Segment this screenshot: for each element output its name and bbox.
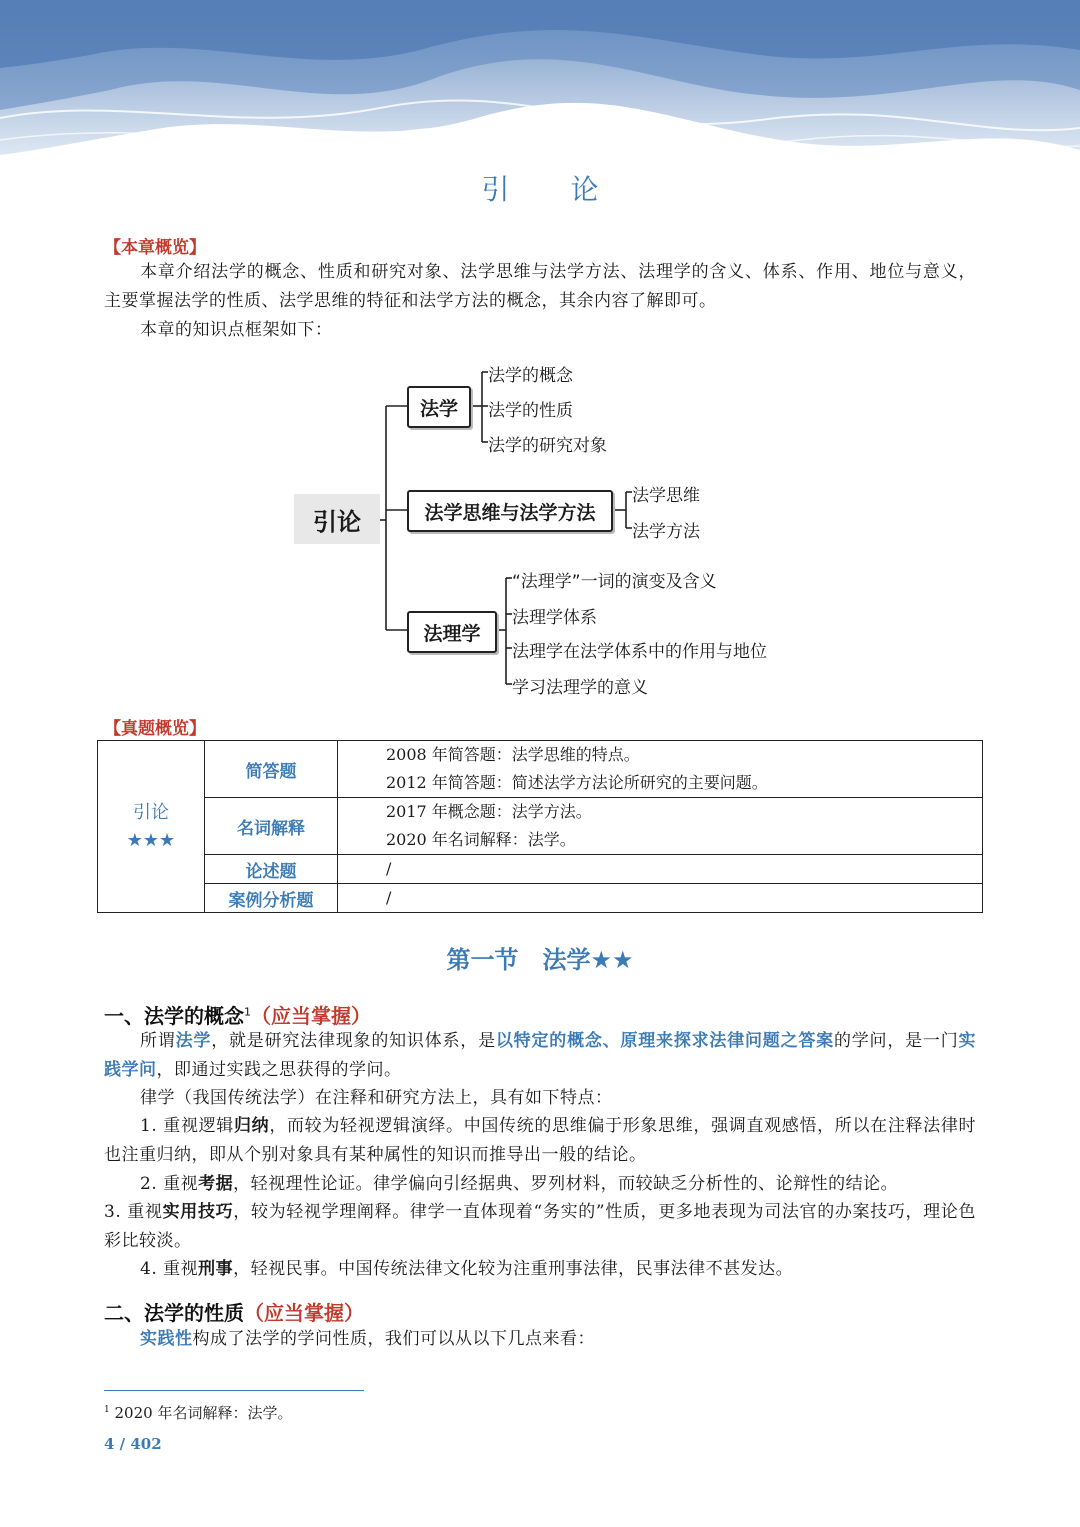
mindmap-leaf: 法学方法 [632, 522, 700, 542]
highlight-term: 法学 [175, 1031, 212, 1051]
footnote-ref: 1 [244, 1005, 251, 1019]
part1-heading [104, 1000, 371, 1029]
chapter-stars: ★★★ [126, 829, 176, 851]
mindmap-leaf: 法学思维 [632, 486, 700, 506]
text-run: 3. 重视 [104, 1202, 163, 1222]
text-run: 1. 重视逻辑 [140, 1116, 234, 1136]
part1-lvxue-paragraph: 律学（我国传统法学）在注释和研究方法上，具有如下特点： [140, 1088, 613, 1108]
part1-heading-text: 一、法学的概念 [104, 1004, 244, 1028]
mindmap-branch-thinking-method: 法学思维与法学方法 [407, 490, 613, 532]
mindmap-leaf: “法理学”一词的演变及含义 [512, 572, 717, 592]
mindmap-leaf: 法理学在法学体系中的作用与地位 [512, 642, 767, 662]
part1-item-2 [104, 1170, 976, 1199]
table-row [98, 798, 983, 855]
bold-term: 考据 [198, 1174, 234, 1194]
chapter-cell [98, 741, 205, 913]
section-title: 第一节 法学★★ [446, 946, 634, 974]
table-row [98, 741, 983, 798]
text-run: 的学问，是一门 [833, 1031, 959, 1051]
text-run: ，轻视理性论证。律学偏向引经据典、罗列材料，而较缺乏分析性的、论辩性的结论。 [233, 1174, 899, 1194]
content-line: 2012 年简答题：简述法学方法论所研究的主要问题。 [386, 773, 768, 792]
overview-tag: 【本章概览】 [104, 238, 206, 258]
knowledge-mindmap [290, 356, 810, 706]
text-run: ，就是研究法律现象的知识体系，是 [211, 1031, 496, 1051]
content-line: 2008 年简答题：法学思维的特点。 [386, 745, 640, 764]
part1-definition-paragraph [104, 1027, 976, 1085]
text-run: ，轻视民事。中国传统法律文化较为注重刑事法律，民事法律不甚发达。 [233, 1259, 794, 1279]
chapter-title: 引 论 [481, 173, 625, 206]
text-run: ，较为轻视学理阐释。律学一直体现着“务实的”性质，更多地表现为司法官的办案技巧，理论色彩比较淡。 [104, 1202, 977, 1251]
chapter-name: 引论 [133, 801, 169, 823]
mindmap-branch-law: 法学 [407, 386, 471, 428]
bold-term: 实用技巧 [162, 1202, 234, 1222]
text-run: ，而较为轻视逻辑演绎。中国传统的思维偏于形象思维，强调直观感悟，所以在注释法律时也注重归纳，即从个别对象具有某种属性的知识而推导出一般的结论。 [104, 1116, 977, 1165]
mindmap-leaf: 法学的概念 [488, 366, 573, 386]
footnote-divider [104, 1390, 364, 1391]
footnote [104, 1402, 292, 1423]
part2-heading-tag: （应当掌握） [244, 1301, 364, 1325]
page-number: 4 / 402 [104, 1435, 162, 1453]
footnote-text: 2020 年名词解释：法学。 [114, 1404, 293, 1422]
content-cell [338, 741, 983, 798]
exam-overview-table [97, 740, 983, 913]
part1-item-4 [104, 1255, 976, 1284]
category-cell: 名词解释 [205, 798, 338, 855]
header-wave-decoration [0, 0, 1080, 170]
highlight-term: 以特定的概念、原理来探求法律问题之答案 [495, 1031, 834, 1051]
part2-heading-text: 二、法学的性质 [104, 1301, 244, 1325]
overview-paragraph: 本章介绍法学的概念、性质和研究对象、法学思维与法学方法、法理学的含义、体系、作用、地位与意义，主要掌握法学的性质、法学思维的特征和法学方法的概念，其余内容了解即可。 [104, 262, 976, 311]
part1-item-3 [104, 1198, 976, 1256]
mindmap-leaf: 法学的性质 [488, 401, 573, 421]
category-cell: 案例分析题 [205, 884, 338, 913]
text-run: 构成了法学的学问性质，我们可以从以下几点来看： [192, 1329, 595, 1349]
table-row [98, 884, 983, 913]
content-cell [338, 798, 983, 855]
text-run: 2. 重视 [140, 1174, 199, 1194]
part2-heading [104, 1297, 364, 1326]
mindmap-branch-jurisprudence: 法理学 [407, 611, 497, 653]
category-cell: 论述题 [205, 855, 338, 884]
text-run: 所谓 [140, 1031, 176, 1051]
content-line: 2020 年名词解释：法学。 [386, 830, 576, 849]
mindmap-root: 引论 [294, 494, 380, 544]
mindmap-leaf: 法学的研究对象 [488, 436, 607, 456]
table-row [98, 855, 983, 884]
overview-framework-intro: 本章的知识点框架如下： [140, 320, 333, 340]
content-cell: / [338, 855, 983, 884]
exam-overview-tag: 【真题概览】 [104, 719, 206, 739]
highlight-term: 实践性 [140, 1329, 193, 1349]
bold-term: 刑事 [198, 1259, 234, 1279]
category-cell: 简答题 [205, 741, 338, 798]
part1-item-1 [104, 1112, 976, 1170]
mindmap-leaf: 法理学体系 [512, 608, 597, 628]
content-cell: / [338, 884, 983, 913]
highlight-term: 实践学问 [104, 1031, 977, 1080]
text-run: ，即通过实践之思获得的学问。 [156, 1060, 402, 1080]
content-line: 2017 年概念题：法学方法。 [386, 802, 592, 821]
bold-term: 归纳 [233, 1116, 270, 1136]
mindmap-leaf: 学习法理学的意义 [512, 678, 648, 698]
text-run: 4. 重视 [140, 1259, 199, 1279]
part1-heading-tag: （应当掌握） [251, 1004, 371, 1028]
part2-paragraph [104, 1325, 976, 1354]
footnote-number: 1 [104, 1405, 110, 1415]
